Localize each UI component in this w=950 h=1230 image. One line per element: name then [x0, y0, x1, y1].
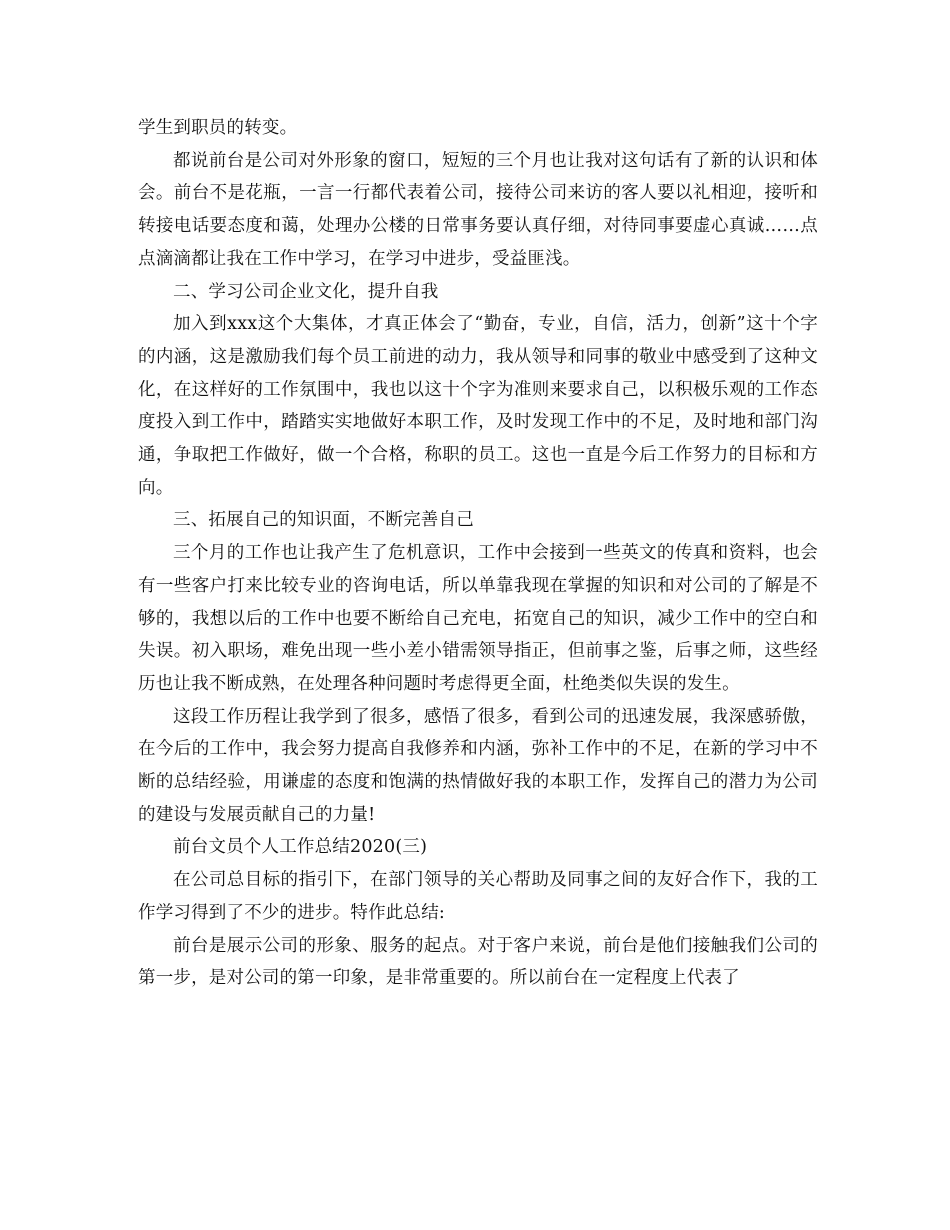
- section-heading-knowledge: 三、拓展自己的知识面，不断完善自己: [173, 510, 474, 531]
- paragraph-knowledge: 三个月的工作也让我产生了危机意识，工作中会接到一些英文的传真和资料，也会有一些客户打来比较专业的咨询电话，所以单靠我现在掌握的知识和对公司的了解是不够的，我想以后的工作中也要不断给自己充电，拓宽自己的知识，减少工作中的空白和失误。初入职场，难免出现一些小差小错需领导指正，但前事之鉴，后事之师，这些经历也让我不断成熟，在处理各种问题时考虑得更全面，杜绝类似失误的发生。: [138, 543, 818, 694]
- document-body: [138, 112, 818, 995]
- paragraph-intro: 在公司总目标的指引下，在部门领导的关心帮助及同事之间的友好合作下，我的工作学习得到了不少的进步。特作此总结:: [138, 870, 818, 923]
- paragraph-conclusion: 这段工作历程让我学到了很多，感悟了很多，看到公司的迅速发展，我深感骄傲，在今后的工作中，我会努力提高自我修养和内涵，弥补工作中的不足，在新的学习中不断的总结经验，用谦虚的态度和饱满的热情做好我的本职工作，发挥自己的潜力为公司的建设与发展贡献自己的力量!: [138, 706, 818, 825]
- section-heading-culture: 二、学习公司企业文化，提升自我: [173, 281, 439, 302]
- paragraph-front-desk-window: 都说前台是公司对外形象的窗口，短短的三个月也让我对这句话有了新的认识和体会。前台不是花瓶，一言一行都代表着公司，接待公司来访的客人要以礼相迎，接听和转接电话要态度和蔼，处理办公楼的日常事务要认真仔细，对待同事要虚心真诚……点点滴滴都让我在工作中学习，在学习中进步，受益匪浅。: [138, 150, 818, 269]
- paragraph-continuation: 学生到职员的转变。: [138, 118, 298, 138]
- article-title-three: 前台文员个人工作总结2020(三): [173, 837, 428, 858]
- paragraph-company-culture: 加入到xxx这个大集体，才真正体会了“勤奋，专业，自信，活力，创新”这十个字的内涵，这是激励我们每个员工前进的动力，我从领导和同事的敬业中感受到了这种文化，在这样好的工作氛围中，我也以这十个字为准则来要求自己，以积极乐观的工作态度投入到工作中，踏踏实实地做好本职工作，及时发现工作中的不足，及时地和部门沟通，争取把工作做好，做一个合格，称职的员工。这也一直是今后工作努力的目标和方向。: [138, 314, 818, 498]
- paragraph-front-desk-image: 前台是展示公司的形象、服务的起点。对于客户来说，前台是他们接触我们公司的第一步，是对公司的第一印象，是非常重要的。所以前台在一定程度上代表了: [138, 935, 818, 989]
